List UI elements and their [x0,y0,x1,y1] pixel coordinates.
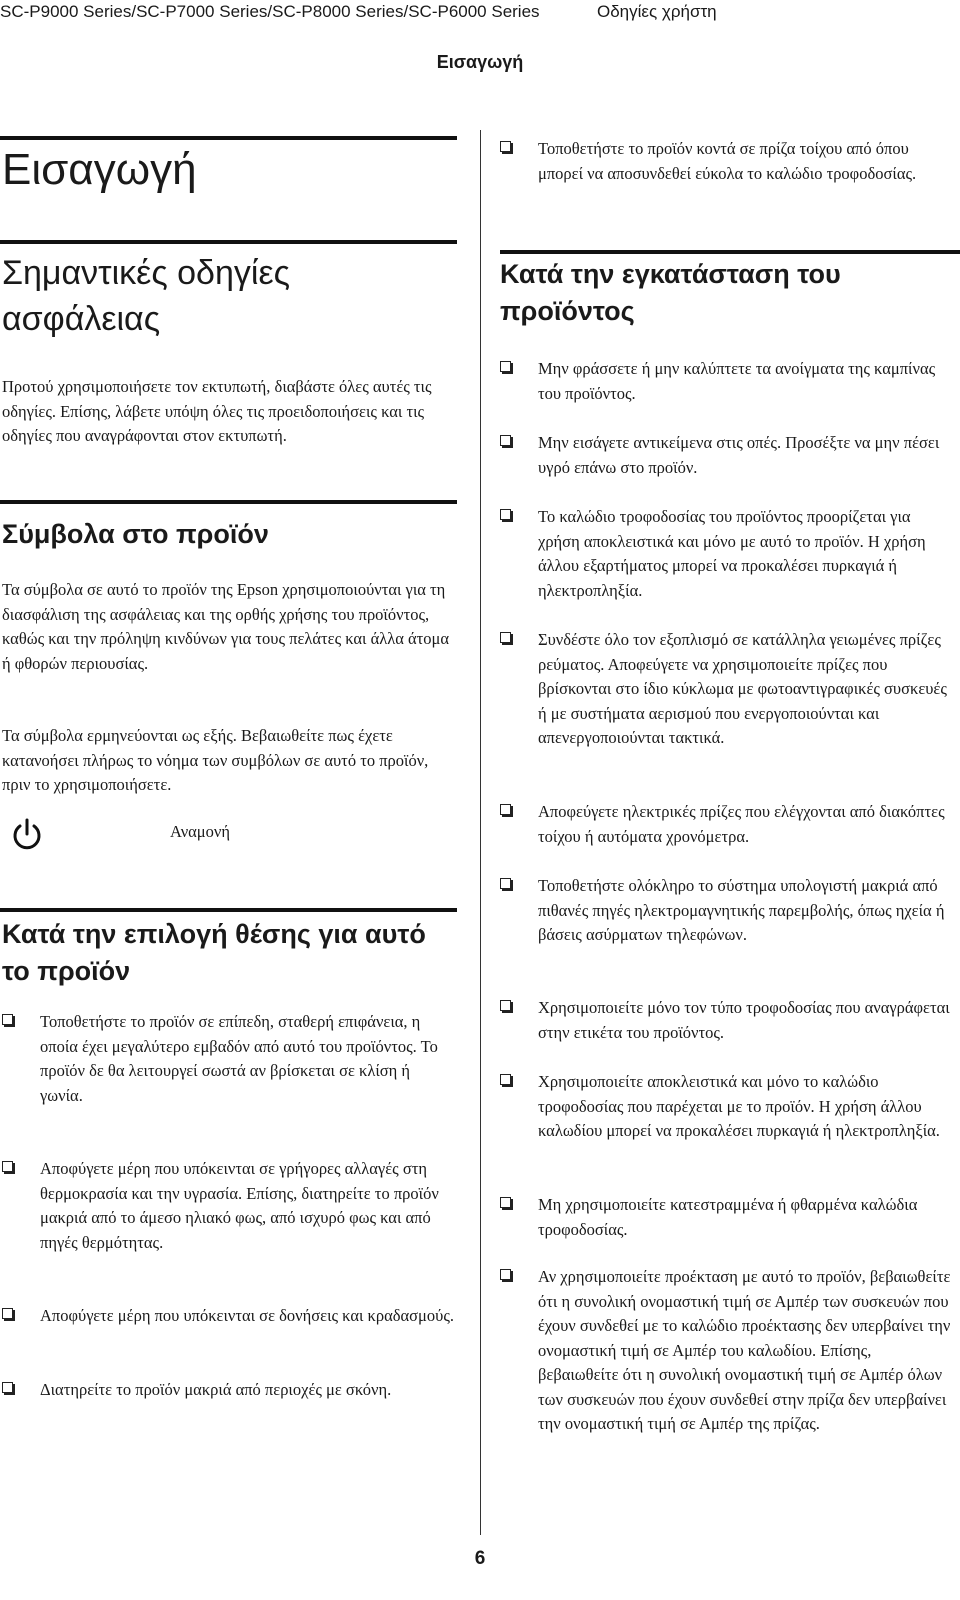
checkbox-bullet-icon [2,1161,13,1172]
running-header [0,0,960,26]
checkbox-bullet-icon [500,632,511,643]
checkbox-bullet-icon [500,1000,511,1011]
section-rule [500,250,960,254]
checkbox-bullet-icon [500,435,511,446]
checkbox-bullet-icon [500,1269,511,1280]
standby-label: Αναμονή [170,822,230,841]
header-section-title: Εισαγωγή [436,52,524,72]
section-rule [0,136,457,140]
symbols-title: Σύμβολα στο προϊόν [2,519,269,549]
checkbox-bullet-icon [500,141,511,152]
header-guide-title: Οδηγίες χρήστη [597,2,717,21]
checkbox-bullet-icon [500,878,511,889]
checkbox-bullet-icon [500,1197,511,1208]
checkbox-bullet-icon [500,509,511,520]
install-title: Κατά την εγκατάσταση του προϊόντος [500,259,841,326]
checkbox-bullet-icon [500,1074,511,1085]
symbols-text-2: Τα σύμβολα ερμηνεύονται ως εξής. Βεβαιωθείτε πως έχετε κατανοήσει πλήρως το νόημα των συμβόλων σε αυτό το προϊόν, πριν το χρησιμοποιήσετε. [2,726,429,794]
checkbox-bullet-icon [500,361,511,372]
safety-title: Σημαντικές οδηγίες ασφάλειας [2,254,290,338]
checkbox-bullet-icon [2,1382,13,1393]
section-rule [0,240,457,244]
section-rule [0,908,457,912]
checkbox-bullet-icon [2,1014,13,1025]
checkbox-bullet-icon [2,1308,13,1319]
safety-text: Προτού χρησιμοποιήσετε τον εκτυπωτή, διαβάστε όλες αυτές τις οδηγίες. Επίσης, λάβετε υπόψη όλες τις προειδοποιήσεις και τις οδηγίες που αναγράφονται στον εκτυπωτή. [2,377,432,445]
section-rule [0,500,457,504]
symbols-text-1: Τα σύμβολα σε αυτό το προϊόν της Epson χρησιμοποιούνται για τη διασφάλιση της ασφάλειας και της ορθής χρήσης του προϊόντος, καθώς και την πρόληψη κινδύνων για τους πελάτες και άλλα άτομα ή φθορών περιουσίας. [2,580,450,673]
intro-title: Εισαγωγή [2,145,197,194]
power-icon [10,818,44,852]
checkbox-bullet-icon [500,804,511,815]
page-number: 6 [474,1548,486,1569]
location-title: Κατά την επιλογή θέσης για αυτό το προϊόν [2,919,426,986]
column-divider [480,130,481,1535]
header-model-name: SC-P9000 Series/SC-P7000 Series/SC-P8000 Series/SC-P6000 Series [0,2,540,21]
